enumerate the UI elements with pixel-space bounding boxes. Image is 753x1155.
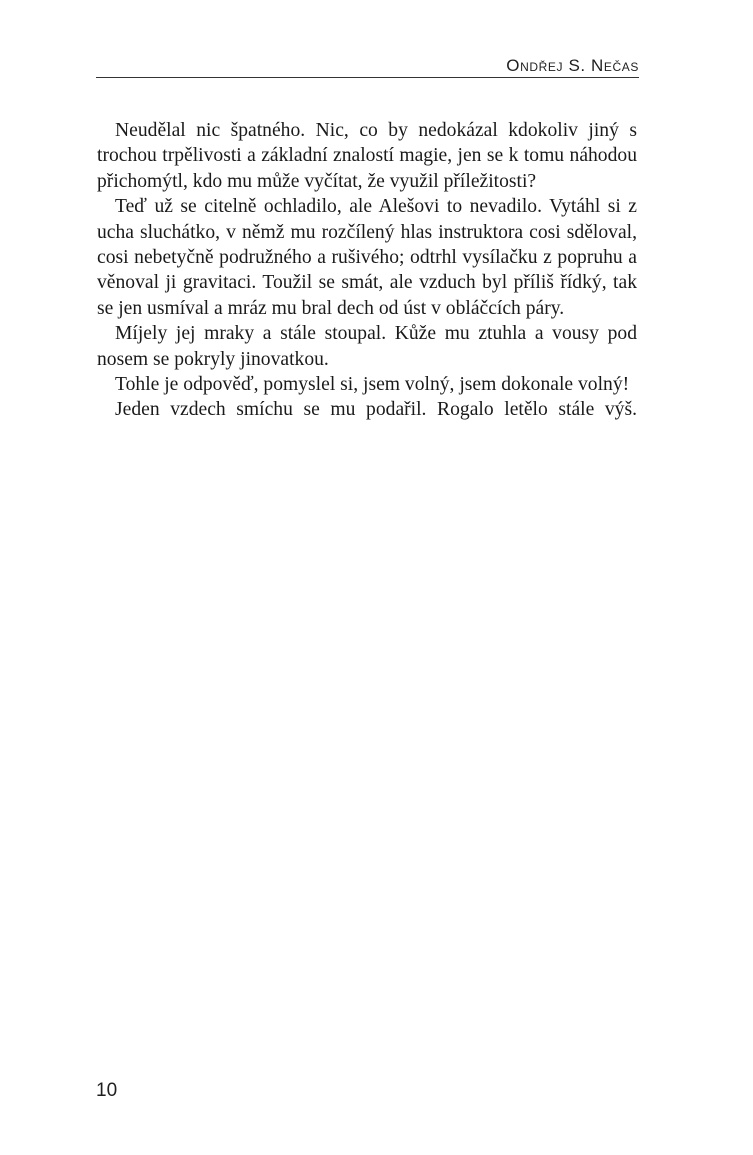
paragraph-3: Míjely jej mraky a stále stoupal. Kůže mu ztuhla a vousy pod nosem se pokryly jinovatkou.: [97, 323, 637, 370]
header-rule: [96, 77, 639, 78]
paragraph-1: Neudělal nic špatného. Nic, co by nedokázal kdokoliv jiný s trochou trpělivosti a základní znalostí magie, jen se k tomu náhodou přichomýtl, kdo mu může vyčítat, že využil příležitosti?: [97, 120, 637, 192]
paragraph-4: Tohle je odpověď, pomyslel si, jsem volný, jsem dokonale volný!: [115, 374, 630, 396]
page-number: 10: [96, 1080, 118, 1101]
paragraph-2: Teď už se citelně ochladilo, ale Alešovi to nevadilo. Vytáhl si z ucha sluchátko, v němž mu rozčílený hlas instruktora cosi sděloval, cosi nebetyčně podružného a rušivého; odtrhl vysílačku z popruhu a věnoval ji gravitaci. Toužil se smát, ale vzduch byl příliš řídký, tak se jen usmíval a mráz mu bral dech od úst v obláčcích páry.: [97, 196, 637, 319]
paragraph-5: Jeden vzdech smíchu se mu podařil. Rogalo letělo stále výš.: [115, 399, 637, 421]
body-text: [97, 118, 637, 423]
running-head-author: Ondřej S. Nečas: [506, 56, 639, 75]
